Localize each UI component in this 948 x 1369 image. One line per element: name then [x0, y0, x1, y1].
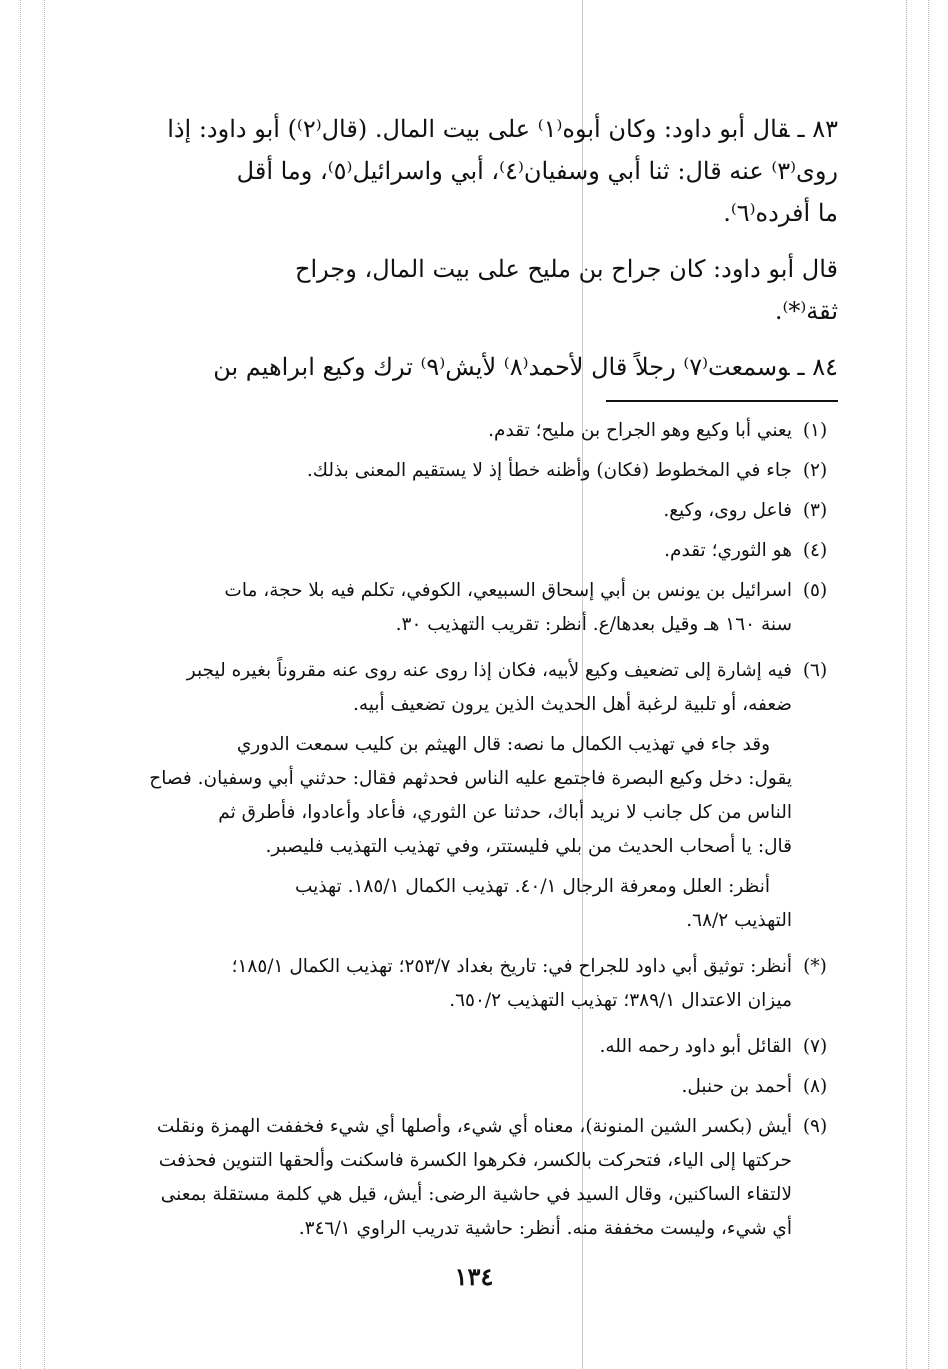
entry-number: ٨٤ ـ: [797, 353, 838, 381]
footnote: [138, 654, 838, 722]
footnote-line: فيه إشارة إلى تضعيف وكيع لأبيه، فكان إذا روى عنه روى عنه مقروناً بغيره ليجبر: [186, 660, 792, 681]
scan-guide-line: [906, 0, 907, 1369]
footnote-line: أنظر: توثيق أبي داود للجراح في: تاريخ بغداد ٢٥٣/٧؛ تهذيب الكمال ١٨٥/١؛: [231, 956, 792, 977]
footnote-separator: [606, 400, 838, 402]
footnote-continuation: [138, 870, 838, 938]
footnote-number: (٥): [802, 580, 828, 601]
footnote: [138, 454, 838, 488]
footnote: [138, 534, 838, 568]
text-line: ما أفرده⁽٦⁾.: [723, 199, 838, 227]
footnote-number: [792, 870, 838, 938]
footnote-line: اسرائيل بن يونس بن أبي إسحاق السبيعي، الكوفي، تكلم فيه بلا حجة، مات: [224, 580, 792, 601]
entry-83-continuation: [138, 248, 838, 332]
footnote: [138, 574, 838, 642]
footnotes: [138, 414, 838, 1252]
footnote: [138, 1070, 838, 1104]
footnote-line: الناس من كل جانب لا نريد أباك، حدثنا عن الثوري، فأعاد وأعادوا، فأطرق ثم: [218, 802, 792, 823]
footnote-line: القائل أبو داود رحمه الله.: [599, 1036, 792, 1057]
text-line: ثقة⁽*⁾.: [774, 297, 838, 325]
scan-guide-line: [20, 0, 21, 1369]
footnote-number: (١): [802, 420, 828, 441]
footnote: [138, 494, 838, 528]
footnote: [138, 1030, 838, 1064]
footnote-line: أيش (بكسر الشين المنونة)، معناه أي شيء، وأصلها أي شيء فخففت الهمزة ونقلت: [156, 1116, 792, 1137]
footnote-line: حركتها إلى الياء، فتحركت بالكسر، فكرهوا الكسرة فاسكنت وألحقها التنوين فحذفت: [158, 1150, 792, 1171]
footnote-line: فاعل روى، وكيع.: [663, 500, 792, 521]
footnote: [138, 414, 838, 448]
footnote-line: وقد جاء في تهذيب الكمال ما نصه: قال الهيثم بن كليب سمعت الدوري: [236, 734, 770, 755]
footnote-number: (٨): [802, 1076, 828, 1097]
footnote: [138, 1110, 838, 1246]
footnote-line: يعني أبا وكيع وهو الجراح بن مليح؛ تقدم.: [488, 420, 792, 441]
footnote-line: لالتقاء الساكنين، وقال السيد في حاشية الرضى: أيش، قيل هي كلمة مستقلة بمعنى: [160, 1184, 792, 1205]
entry-number: ٨٣ ـ: [797, 115, 838, 143]
footnote-line: ضعفه، أو تلبية لرغبة أهل الحديث الذين يرون تضعيف أبيه.: [352, 694, 792, 715]
scan-guide-line: [44, 0, 45, 1369]
footnote-line: يقول: دخل وكيع البصرة فاجتمع عليه الناس فحدثهم فقال: حدثني أبي وسفيان. فصاح: [149, 768, 792, 789]
footnote-number: (٦): [802, 660, 828, 681]
text-line: وسمعت⁽٧⁾ رجلاً قال لأحمد⁽٨⁾ لأيش⁽٩⁾ ترك وكيع ابراهيم بن: [213, 353, 790, 381]
footnote-number: (٩): [802, 1116, 828, 1137]
text-line: قال أبو داود: كان جراح بن مليح على بيت المال، وجراح: [295, 255, 838, 283]
footnote-line: سنة ١٦٠ هـ وقيل بعدها/ع. أنظر: تقريب التهذيب ٣٠.: [395, 614, 792, 635]
footnote-line: جاء في المخطوط (فكان) وأظنه خطأ إذ لا يستقيم المعنى بذلك.: [306, 460, 792, 481]
footnote-number: [792, 728, 838, 864]
scan-guide-line: [928, 0, 929, 1369]
footnote-number: (٢): [802, 460, 828, 481]
footnote-line: أي شيء، وليست مخففة منه. أنظر: حاشية تدريب الراوي ٣٤٦/١.: [298, 1218, 792, 1239]
footnote-number: (٤): [802, 540, 828, 561]
text-line: قال أبو داود: وكان أبوه⁽١⁾ على بيت المال. (قال⁽٢⁾) أبو داود: إذا: [167, 115, 790, 143]
footnote-line: أحمد بن حنبل.: [681, 1076, 792, 1097]
footnote-line: ميزان الاعتدال ٣٨٩/١؛ تهذيب التهذيب ٦٥٠/٢.: [449, 990, 792, 1011]
footnote-line: هو الثوري؛ تقدم.: [664, 540, 792, 561]
page-number: ١٣٤: [454, 1262, 494, 1291]
footnote: [138, 950, 838, 1018]
entry-84: [138, 346, 838, 388]
footnote-number: (٧): [802, 1036, 828, 1057]
footnote-continuation: [138, 728, 838, 864]
footnote-line: أنظر: العلل ومعرفة الرجال ٤٠/١. تهذيب الكمال ١٨٥/١. تهذيب: [295, 876, 770, 897]
footnote-line: التهذيب ٦٨/٢.: [686, 910, 792, 931]
main-text: [138, 108, 838, 388]
entry-83: [138, 108, 838, 234]
footnote-line: قال: يا أصحاب الحديث من بلي فليستتر، وفي تهذيب التهذيب فليصبر.: [265, 836, 792, 857]
footnote-number: (٣): [802, 500, 828, 521]
text-line: روى⁽٣⁾ عنه قال: ثنا أبي وسفيان⁽٤⁾، أبي واسرائيل⁽٥⁾، وما أقل: [236, 157, 838, 185]
footnote-number: (*): [803, 956, 827, 977]
